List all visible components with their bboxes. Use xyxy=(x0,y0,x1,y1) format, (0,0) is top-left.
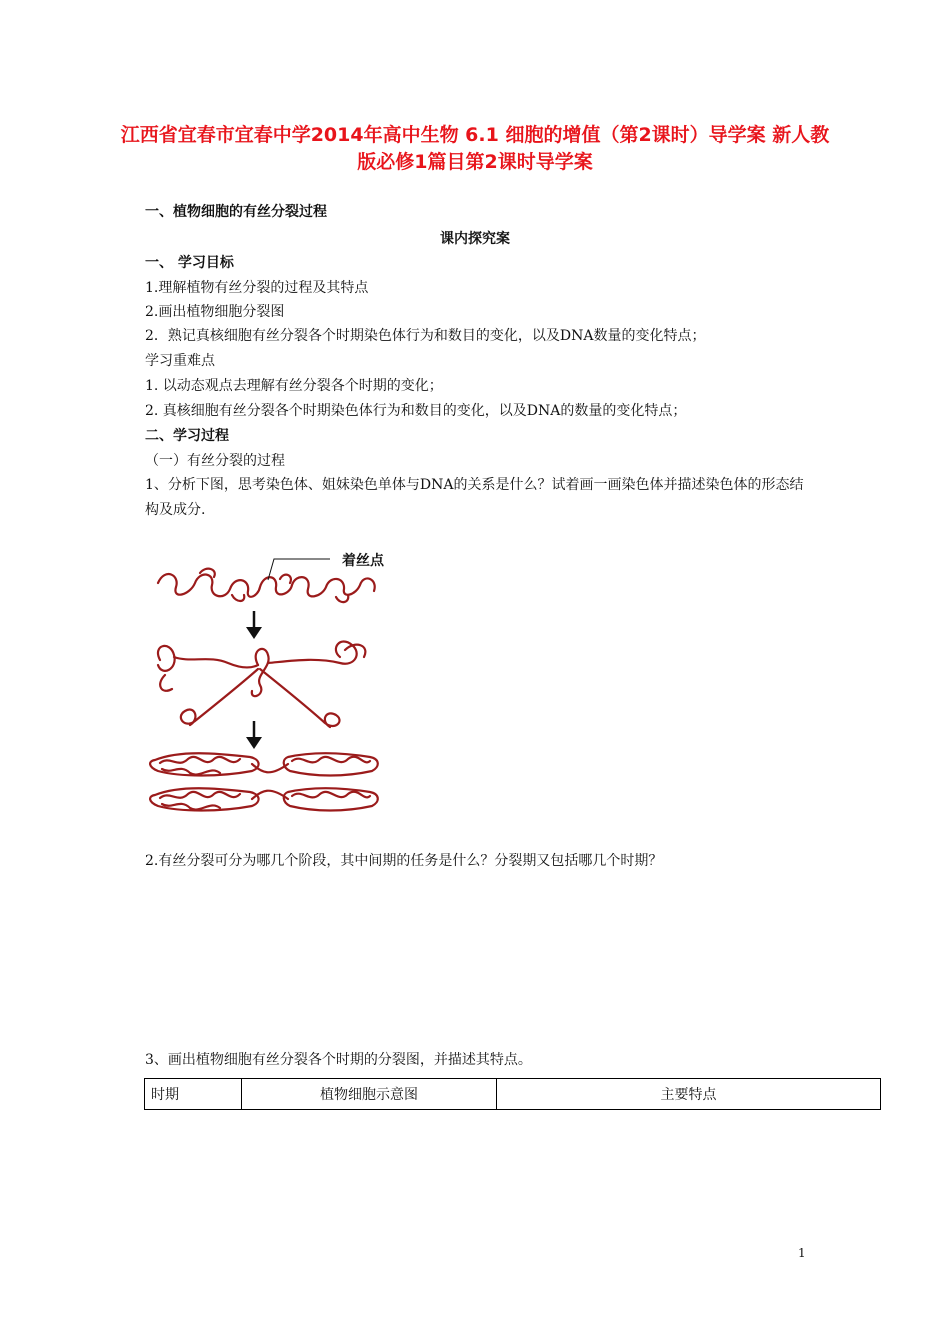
table-header-cell: 时期 xyxy=(145,1079,242,1110)
table-header-row xyxy=(145,1079,881,1110)
goals-heading: 一、 学习目标 xyxy=(145,255,234,271)
document-title: 江西省宜春市宜春中学2014年高中生物 6.1 细胞的增值（第2课时）导学案 新人教版必修1篇目第2课时导学案 xyxy=(120,124,830,173)
question-2: 2.有丝分裂可分为哪几个阶段，其中间期的任务是什么？分裂期又包括哪几个时期？ xyxy=(145,853,663,869)
key-point: 2. 真核细胞有丝分裂各个时期染色体行为和数目的变化，以及DNA的数量的变化特点； xyxy=(145,403,687,419)
key-heading: 学习重难点 xyxy=(145,353,215,369)
question-3: 3、画出植物细胞有丝分裂各个时期的分裂图，并描述其特点。 xyxy=(145,1052,532,1068)
table-header-cell: 植物细胞示意图 xyxy=(242,1079,497,1110)
question-1: 1、分析下图，思考染色体、姐妹染色单体与DNA的关系是什么？试着画一画染色体并描述染色体的形态结构及成分. xyxy=(145,477,804,518)
chromosome-figure xyxy=(140,545,410,830)
key-point: 1. 以动态观点去理解有丝分裂各个时期的变化； xyxy=(145,378,443,394)
table-header-cell: 主要特点 xyxy=(497,1079,881,1110)
centromere-label: 着丝点 xyxy=(342,553,384,569)
process-heading: 二、学习过程 xyxy=(145,428,229,444)
goal-item: 2.画出植物细胞分裂图 xyxy=(145,304,285,320)
page-number: 1 xyxy=(798,1246,806,1260)
section-heading: 一、植物细胞的有丝分裂过程 xyxy=(145,204,327,220)
process-subheading: （一）有丝分裂的过程 xyxy=(145,453,285,469)
subtitle: 课内探究案 xyxy=(440,231,510,247)
goal-item: 1.理解植物有丝分裂的过程及其特点 xyxy=(145,280,369,296)
goal-item: 2．熟记真核细胞有丝分裂各个时期染色体行为和数目的变化，以及DNA数量的变化特点； xyxy=(145,328,706,344)
phase-table xyxy=(144,1078,881,1110)
